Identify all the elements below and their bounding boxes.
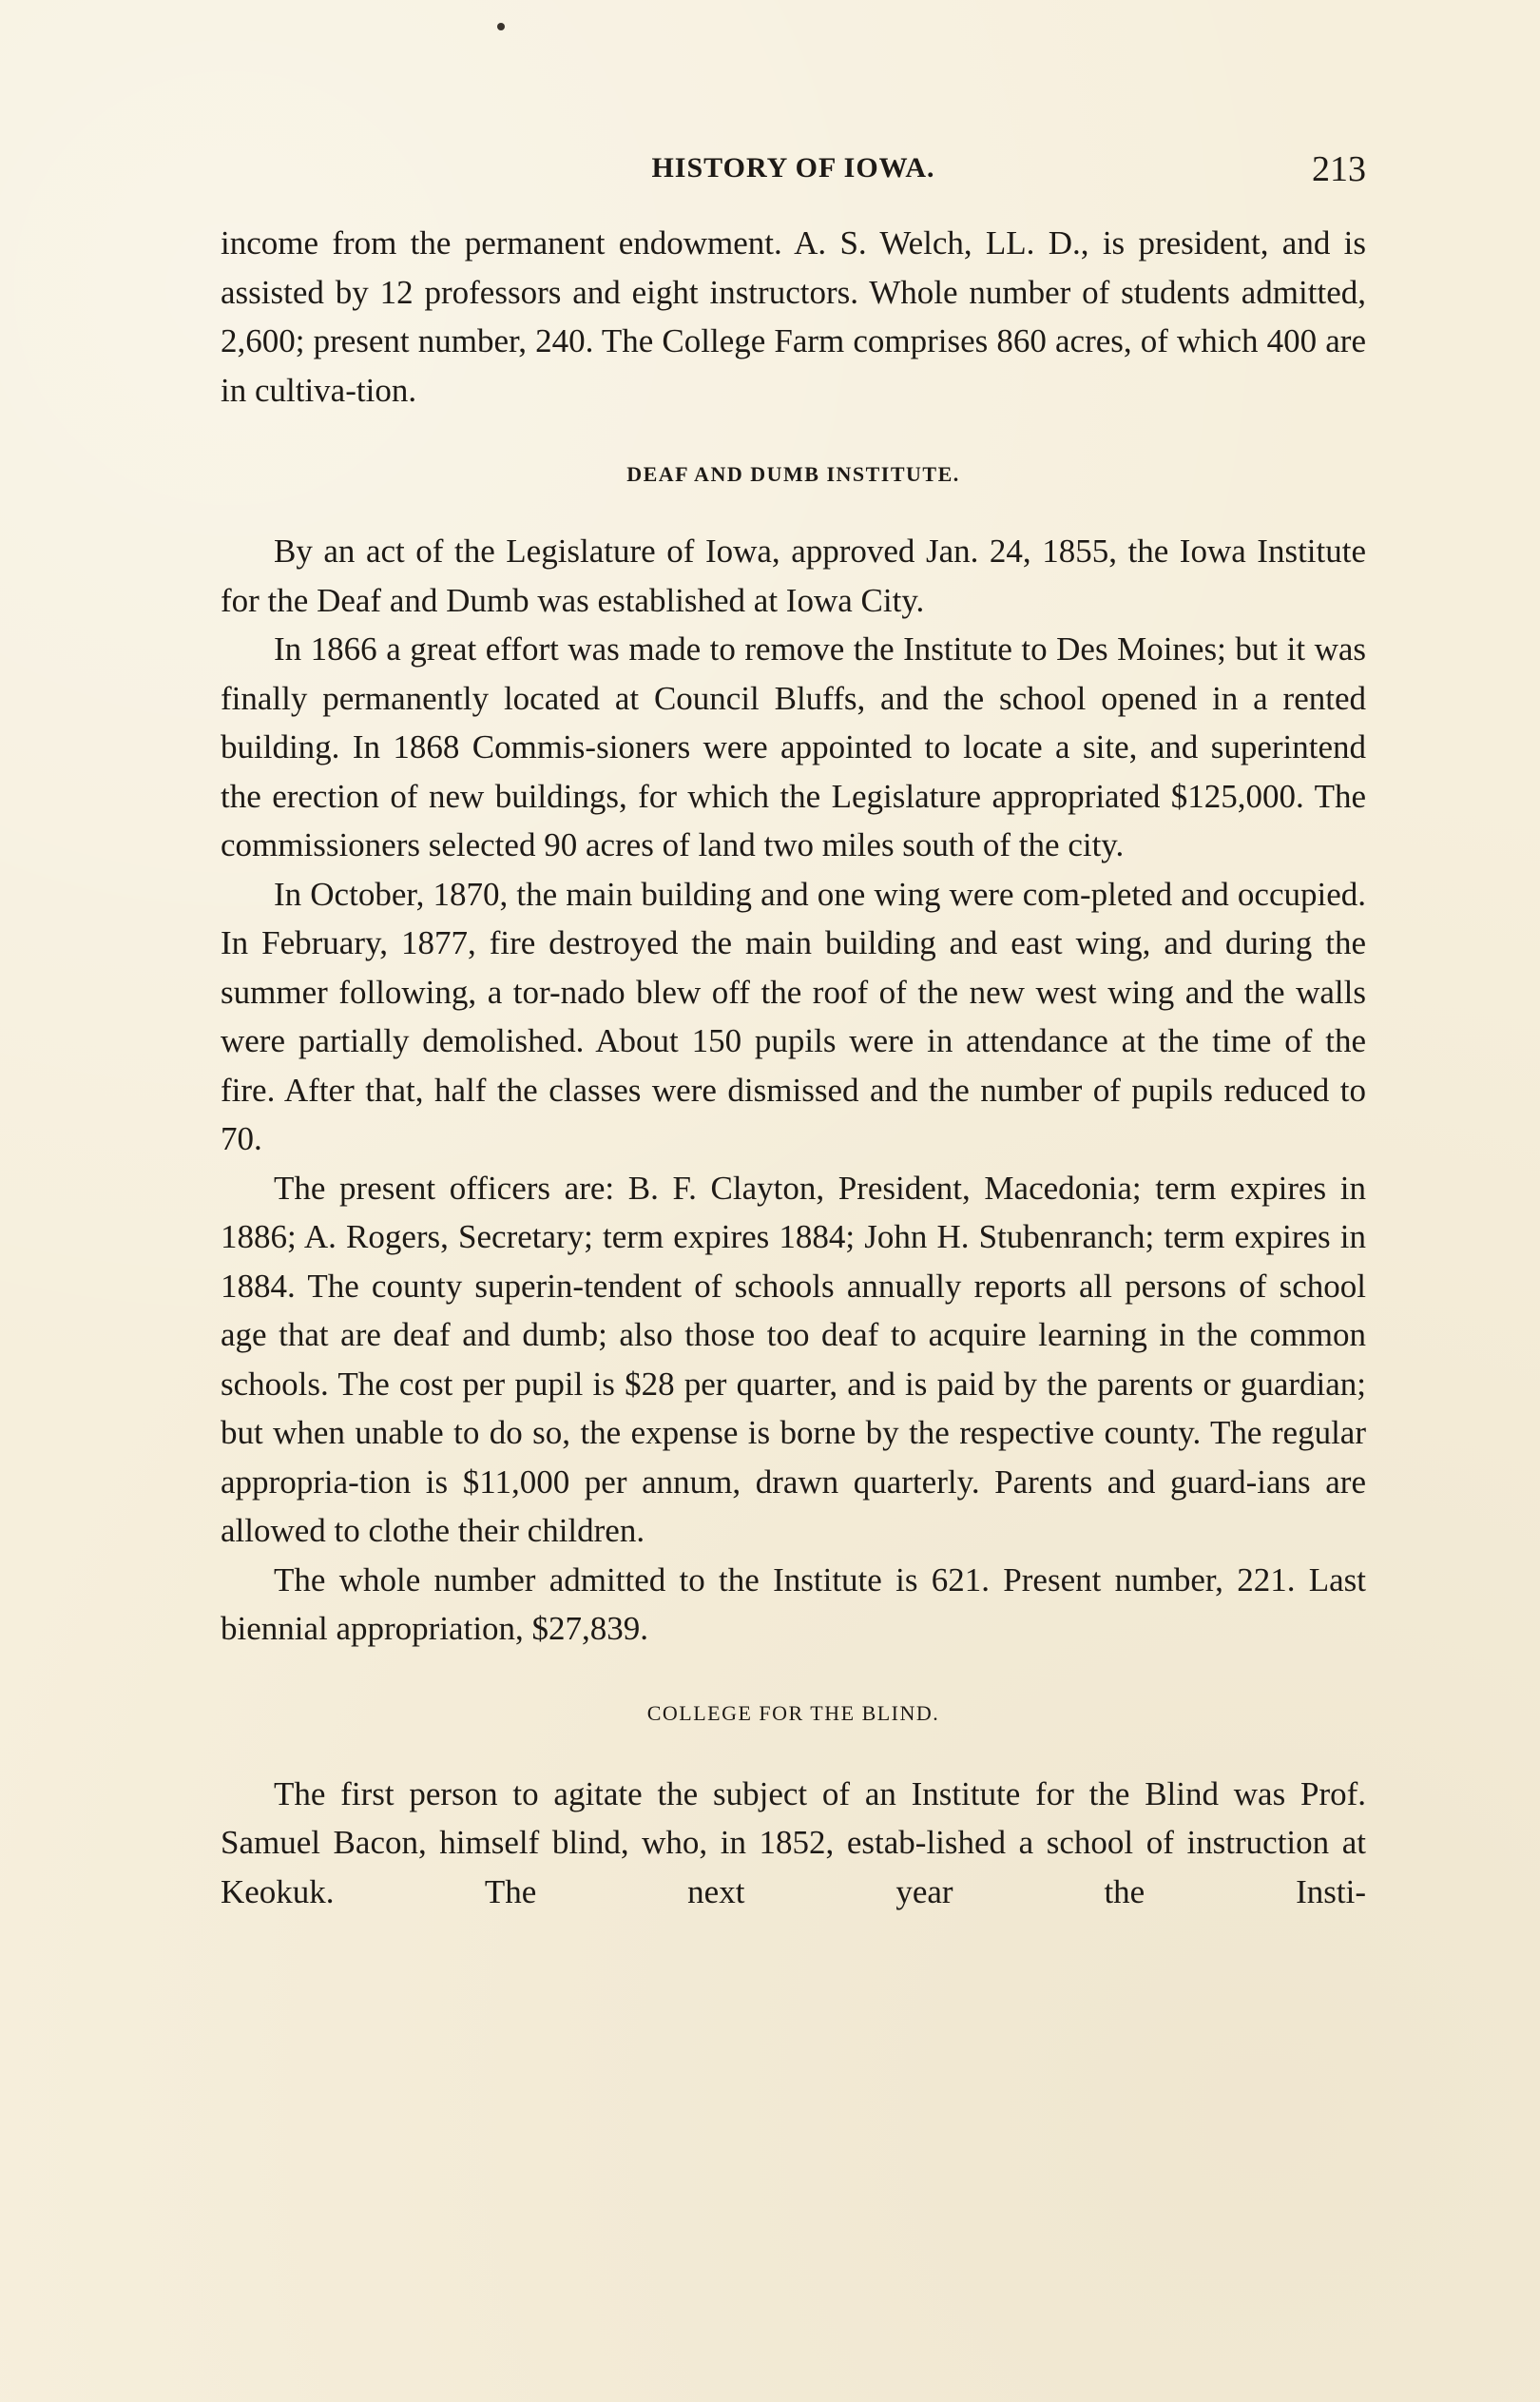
deaf-dumb-paragraph-3: In October, 1870, the main building and one wing were com-pleted and occupied. In February, 1877, fire destroyed the main building and east wing, and during the summer following, a tor-nado blew off the roof of the new west wing and the walls were partially demolished. About 150 pupils were in attendance at the time of the fire. After that, half the classes were dismissed and the number of pupils reduced to 70.	[221, 875, 1366, 1157]
running-title: HISTORY OF IOWA.	[651, 152, 935, 184]
section-heading-deaf-dumb: DEAF AND DUMB INSTITUTE.	[626, 462, 960, 486]
intro-paragraph: income from the permanent endowment. A. S. Welch, LL. D., is president, and is assisted by 12 professors and eight instructors. Whole number of students admitted, 2,600; present number, 240. The College Farm comprises 860 acres, of which 400 are in cultiva-tion.	[221, 224, 1366, 409]
deaf-dumb-paragraph-4: The present officers are: B. F. Clayton, President, Macedonia; term expires in 1886; A. Rogers, Secretary; term expires 1884; John H. Stubenranch; term expires in 1884. The county superin-tendent of schools annually reports all persons of school age that are deaf and dumb; also those too deaf to acquire learning in the common schools. The cost per pupil is $28 per quarter, and is paid by the parents or guardian; but when unable to do so, the expense is borne by the respective county. The regular appropria-tion is $11,000 per annum, drawn quarterly. Parents and guard-ians are allowed to clothe their children.	[221, 1169, 1366, 1549]
deaf-dumb-paragraph-5: The whole number admitted to the Institute is 621. Present number, 221. Last biennial appropriation, $27,839.	[221, 1560, 1366, 1647]
page-header	[221, 149, 1366, 200]
page-number: 213	[1312, 149, 1366, 189]
page-body	[221, 219, 1366, 1916]
blind-paragraph-1: The first person to agitate the subject of an Institute for the Blind was Prof. Samuel Bacon, himself blind, who, in 1852, estab-lished a school of instruction at Keokuk. The next year the Insti-	[221, 1774, 1366, 1910]
section-heading-blind: COLLEGE FOR THE BLIND.	[646, 1700, 940, 1725]
deaf-dumb-paragraph-1: By an act of the Legislature of Iowa, approved Jan. 24, 1855, the Iowa Institute for the Deaf and Dumb was established at Iowa City.	[221, 533, 1366, 619]
deaf-dumb-paragraph-2: In 1866 a great effort was made to remove the Institute to Des Moines; but it was finally permanently located at Council Bluffs, and the school opened in a rented building. In 1868 Commis-sioners were appointed to locate a site, and superintend the erection of new buildings, for which the Legislature appropriated $125,000. The commissioners selected 90 acres of land two miles south of the city.	[221, 630, 1366, 863]
ink-speck	[497, 23, 505, 30]
